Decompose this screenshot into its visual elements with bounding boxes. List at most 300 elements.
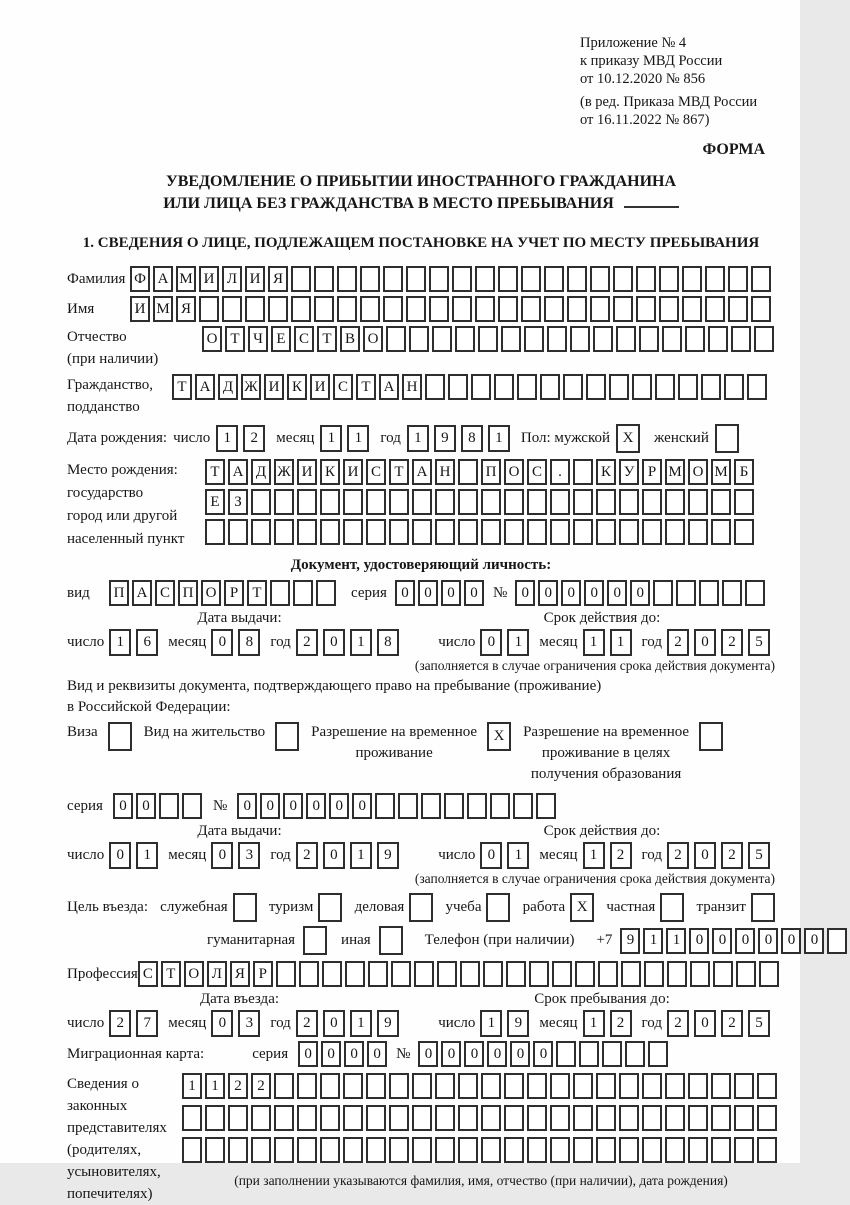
char-cell[interactable]: А (379, 374, 399, 400)
char-cell[interactable] (268, 296, 288, 322)
char-cell[interactable] (586, 374, 606, 400)
char-cell[interactable]: Я (176, 296, 196, 322)
char-cell[interactable] (736, 961, 756, 987)
char-cell[interactable] (705, 296, 725, 322)
char-cell[interactable] (660, 893, 684, 922)
char-cell[interactable] (233, 893, 257, 922)
char-cell[interactable] (108, 722, 132, 751)
char-cell[interactable]: X (570, 893, 594, 922)
char-cell[interactable] (504, 1073, 524, 1099)
char-cell[interactable] (409, 326, 429, 352)
char-cell[interactable] (222, 296, 242, 322)
char-cell[interactable] (293, 580, 313, 606)
char-cell[interactable] (642, 519, 662, 545)
char-cell[interactable]: С (138, 961, 158, 987)
char-cell[interactable] (337, 266, 357, 292)
char-cell[interactable] (481, 1073, 501, 1099)
char-cell[interactable] (659, 266, 679, 292)
char-cell[interactable]: 9 (507, 1010, 529, 1037)
char-cell[interactable] (291, 266, 311, 292)
char-cell[interactable] (757, 1137, 777, 1163)
char-cell[interactable] (521, 296, 541, 322)
char-cell[interactable]: 0 (480, 629, 502, 656)
char-cell[interactable] (467, 793, 487, 819)
char-cell[interactable] (596, 1073, 616, 1099)
char-cell[interactable]: 1 (205, 1073, 225, 1099)
char-cell[interactable]: 0 (298, 1041, 318, 1067)
char-cell[interactable] (598, 961, 618, 987)
char-cell[interactable] (412, 489, 432, 515)
char-cell[interactable]: 1 (350, 1010, 372, 1037)
char-cell[interactable] (747, 374, 767, 400)
char-cell[interactable] (320, 1073, 340, 1099)
char-cell[interactable] (375, 793, 395, 819)
char-cell[interactable]: 0 (352, 793, 372, 819)
char-cell[interactable] (345, 961, 365, 987)
char-cell[interactable] (412, 1105, 432, 1131)
char-cell[interactable] (665, 1137, 685, 1163)
char-cell[interactable] (540, 374, 560, 400)
char-cell[interactable] (383, 266, 403, 292)
char-cell[interactable] (529, 961, 549, 987)
char-cell[interactable]: 3 (238, 842, 260, 869)
char-cell[interactable]: 0 (323, 842, 345, 869)
char-cell[interactable] (579, 1041, 599, 1067)
char-cell[interactable] (360, 296, 380, 322)
char-cell[interactable] (386, 326, 406, 352)
char-cell[interactable] (498, 296, 518, 322)
char-cell[interactable] (391, 961, 411, 987)
char-cell[interactable]: 0 (306, 793, 326, 819)
char-cell[interactable] (486, 893, 510, 922)
char-cell[interactable]: 0 (804, 928, 824, 954)
char-cell[interactable]: С (294, 326, 314, 352)
char-cell[interactable] (550, 1137, 570, 1163)
char-cell[interactable]: 1 (583, 842, 605, 869)
char-cell[interactable] (556, 1041, 576, 1067)
char-cell[interactable]: Т (225, 326, 245, 352)
char-cell[interactable] (536, 793, 556, 819)
char-cell[interactable] (613, 296, 633, 322)
char-cell[interactable]: 0 (515, 580, 535, 606)
char-cell[interactable] (619, 519, 639, 545)
char-cell[interactable] (527, 1073, 547, 1099)
char-cell[interactable]: У (619, 459, 639, 485)
char-cell[interactable]: К (287, 374, 307, 400)
char-cell[interactable] (366, 1137, 386, 1163)
char-cell[interactable]: Т (317, 326, 337, 352)
char-cell[interactable]: А (228, 459, 248, 485)
char-cell[interactable]: 0 (283, 793, 303, 819)
char-cell[interactable] (366, 519, 386, 545)
char-cell[interactable]: 1 (583, 1010, 605, 1037)
char-cell[interactable]: 1 (350, 629, 372, 656)
char-cell[interactable]: 0 (584, 580, 604, 606)
char-cell[interactable]: 1 (320, 425, 342, 452)
char-cell[interactable]: 1 (350, 842, 372, 869)
char-cell[interactable] (644, 961, 664, 987)
char-cell[interactable] (299, 961, 319, 987)
char-cell[interactable] (389, 519, 409, 545)
char-cell[interactable]: 1 (507, 842, 529, 869)
char-cell[interactable] (690, 961, 710, 987)
char-cell[interactable]: 2 (667, 842, 689, 869)
char-cell[interactable] (544, 266, 564, 292)
char-cell[interactable]: С (333, 374, 353, 400)
char-cell[interactable]: 1 (666, 928, 686, 954)
char-cell[interactable]: 9 (377, 1010, 399, 1037)
char-cell[interactable]: З (228, 489, 248, 515)
char-cell[interactable] (573, 459, 593, 485)
char-cell[interactable]: 0 (113, 793, 133, 819)
char-cell[interactable] (527, 519, 547, 545)
char-cell[interactable]: 2 (228, 1073, 248, 1099)
char-cell[interactable] (481, 489, 501, 515)
char-cell[interactable] (653, 580, 673, 606)
char-cell[interactable] (412, 1137, 432, 1163)
char-cell[interactable] (590, 266, 610, 292)
char-cell[interactable] (389, 1073, 409, 1099)
char-cell[interactable]: Е (205, 489, 225, 515)
char-cell[interactable] (504, 1105, 524, 1131)
char-cell[interactable]: 0 (323, 1010, 345, 1037)
char-cell[interactable]: 0 (694, 1010, 716, 1037)
char-cell[interactable] (504, 519, 524, 545)
char-cell[interactable] (205, 1137, 225, 1163)
char-cell[interactable] (688, 519, 708, 545)
char-cell[interactable]: 0 (441, 580, 461, 606)
char-cell[interactable]: А (195, 374, 215, 400)
char-cell[interactable]: 1 (488, 425, 510, 452)
char-cell[interactable]: 0 (464, 1041, 484, 1067)
char-cell[interactable] (506, 961, 526, 987)
char-cell[interactable]: М (665, 459, 685, 485)
char-cell[interactable] (513, 793, 533, 819)
char-cell[interactable] (682, 296, 702, 322)
char-cell[interactable] (414, 961, 434, 987)
char-cell[interactable]: 1 (583, 629, 605, 656)
char-cell[interactable]: 0 (480, 842, 502, 869)
char-cell[interactable]: 2 (667, 1010, 689, 1037)
char-cell[interactable] (527, 1137, 547, 1163)
char-cell[interactable]: М (176, 266, 196, 292)
char-cell[interactable] (320, 489, 340, 515)
char-cell[interactable]: И (310, 374, 330, 400)
char-cell[interactable] (343, 1137, 363, 1163)
char-cell[interactable] (316, 580, 336, 606)
char-cell[interactable] (406, 266, 426, 292)
char-cell[interactable] (667, 961, 687, 987)
char-cell[interactable]: И (297, 459, 317, 485)
char-cell[interactable]: 1 (136, 842, 158, 869)
char-cell[interactable]: О (504, 459, 524, 485)
char-cell[interactable]: 0 (487, 1041, 507, 1067)
char-cell[interactable] (458, 1105, 478, 1131)
char-cell[interactable] (274, 1073, 294, 1099)
char-cell[interactable] (251, 489, 271, 515)
char-cell[interactable]: 0 (321, 1041, 341, 1067)
char-cell[interactable] (745, 580, 765, 606)
char-cell[interactable] (751, 893, 775, 922)
char-cell[interactable]: П (178, 580, 198, 606)
char-cell[interactable]: К (596, 459, 616, 485)
char-cell[interactable] (552, 961, 572, 987)
char-cell[interactable] (570, 326, 590, 352)
char-cell[interactable]: С (155, 580, 175, 606)
char-cell[interactable]: 0 (395, 580, 415, 606)
char-cell[interactable] (435, 1137, 455, 1163)
char-cell[interactable] (379, 926, 403, 955)
char-cell[interactable]: Б (734, 459, 754, 485)
char-cell[interactable]: 0 (712, 928, 732, 954)
char-cell[interactable]: П (109, 580, 129, 606)
char-cell[interactable]: 3 (238, 1010, 260, 1037)
char-cell[interactable] (563, 374, 583, 400)
char-cell[interactable] (662, 326, 682, 352)
char-cell[interactable] (343, 519, 363, 545)
char-cell[interactable] (412, 519, 432, 545)
char-cell[interactable] (343, 489, 363, 515)
char-cell[interactable] (527, 1105, 547, 1131)
char-cell[interactable] (452, 296, 472, 322)
char-cell[interactable]: 0 (211, 1010, 233, 1037)
char-cell[interactable] (425, 374, 445, 400)
char-cell[interactable] (642, 1073, 662, 1099)
char-cell[interactable]: А (412, 459, 432, 485)
char-cell[interactable] (251, 1137, 271, 1163)
char-cell[interactable]: 1 (507, 629, 529, 656)
char-cell[interactable] (458, 519, 478, 545)
char-cell[interactable] (460, 961, 480, 987)
char-cell[interactable] (297, 519, 317, 545)
char-cell[interactable]: Л (222, 266, 242, 292)
char-cell[interactable]: 0 (694, 842, 716, 869)
char-cell[interactable]: Е (271, 326, 291, 352)
char-cell[interactable] (435, 489, 455, 515)
char-cell[interactable] (619, 1137, 639, 1163)
char-cell[interactable] (827, 928, 847, 954)
char-cell[interactable] (609, 374, 629, 400)
char-cell[interactable]: 0 (758, 928, 778, 954)
char-cell[interactable]: О (184, 961, 204, 987)
char-cell[interactable]: Ч (248, 326, 268, 352)
char-cell[interactable] (728, 296, 748, 322)
char-cell[interactable] (759, 961, 779, 987)
char-cell[interactable] (504, 489, 524, 515)
char-cell[interactable] (655, 374, 675, 400)
char-cell[interactable]: 1 (643, 928, 663, 954)
char-cell[interactable] (498, 266, 518, 292)
char-cell[interactable] (291, 296, 311, 322)
char-cell[interactable] (435, 1105, 455, 1131)
char-cell[interactable]: 0 (260, 793, 280, 819)
char-cell[interactable]: 9 (620, 928, 640, 954)
char-cell[interactable] (734, 489, 754, 515)
char-cell[interactable] (297, 1105, 317, 1131)
char-cell[interactable] (245, 296, 265, 322)
char-cell[interactable] (389, 1137, 409, 1163)
char-cell[interactable]: 0 (344, 1041, 364, 1067)
char-cell[interactable]: О (202, 326, 222, 352)
char-cell[interactable]: О (363, 326, 383, 352)
char-cell[interactable]: 1 (610, 629, 632, 656)
char-cell[interactable] (625, 1041, 645, 1067)
char-cell[interactable] (251, 519, 271, 545)
char-cell[interactable] (437, 961, 457, 987)
char-cell[interactable] (318, 893, 342, 922)
char-cell[interactable] (182, 793, 202, 819)
char-cell[interactable] (711, 519, 731, 545)
char-cell[interactable]: 1 (347, 425, 369, 452)
char-cell[interactable]: Ф (130, 266, 150, 292)
char-cell[interactable] (724, 374, 744, 400)
char-cell[interactable]: 0 (607, 580, 627, 606)
char-cell[interactable] (320, 1105, 340, 1131)
char-cell[interactable] (448, 374, 468, 400)
char-cell[interactable]: Я (230, 961, 250, 987)
char-cell[interactable]: 2 (667, 629, 689, 656)
char-cell[interactable]: 0 (367, 1041, 387, 1067)
char-cell[interactable]: 0 (211, 842, 233, 869)
char-cell[interactable] (368, 961, 388, 987)
char-cell[interactable]: . (550, 459, 570, 485)
char-cell[interactable] (573, 489, 593, 515)
char-cell[interactable]: Я (268, 266, 288, 292)
char-cell[interactable] (567, 266, 587, 292)
char-cell[interactable] (297, 489, 317, 515)
char-cell[interactable]: Р (224, 580, 244, 606)
char-cell[interactable] (665, 519, 685, 545)
char-cell[interactable] (458, 489, 478, 515)
char-cell[interactable]: 0 (630, 580, 650, 606)
char-cell[interactable] (593, 326, 613, 352)
char-cell[interactable] (621, 961, 641, 987)
char-cell[interactable] (757, 1073, 777, 1099)
char-cell[interactable] (199, 296, 219, 322)
char-cell[interactable] (636, 296, 656, 322)
char-cell[interactable] (421, 793, 441, 819)
char-cell[interactable] (728, 266, 748, 292)
char-cell[interactable] (550, 519, 570, 545)
char-cell[interactable] (389, 489, 409, 515)
char-cell[interactable]: X (616, 424, 640, 453)
char-cell[interactable]: 1 (407, 425, 429, 452)
char-cell[interactable] (322, 961, 342, 987)
char-cell[interactable]: Р (642, 459, 662, 485)
char-cell[interactable]: 2 (721, 842, 743, 869)
char-cell[interactable] (481, 1137, 501, 1163)
char-cell[interactable]: 1 (182, 1073, 202, 1099)
char-cell[interactable] (471, 374, 491, 400)
char-cell[interactable] (751, 266, 771, 292)
char-cell[interactable] (314, 296, 334, 322)
char-cell[interactable] (406, 296, 426, 322)
char-cell[interactable]: И (130, 296, 150, 322)
char-cell[interactable]: 2 (296, 842, 318, 869)
char-cell[interactable] (274, 489, 294, 515)
char-cell[interactable]: Т (205, 459, 225, 485)
char-cell[interactable]: 1 (480, 1010, 502, 1037)
char-cell[interactable] (481, 519, 501, 545)
char-cell[interactable] (602, 1041, 622, 1067)
char-cell[interactable]: 9 (434, 425, 456, 452)
char-cell[interactable] (619, 1073, 639, 1099)
char-cell[interactable]: 2 (721, 1010, 743, 1037)
char-cell[interactable] (251, 1105, 271, 1131)
char-cell[interactable] (544, 296, 564, 322)
char-cell[interactable] (711, 1073, 731, 1099)
char-cell[interactable]: 0 (561, 580, 581, 606)
char-cell[interactable]: А (153, 266, 173, 292)
char-cell[interactable]: Р (253, 961, 273, 987)
char-cell[interactable]: 7 (136, 1010, 158, 1037)
char-cell[interactable] (389, 1105, 409, 1131)
char-cell[interactable] (270, 580, 290, 606)
char-cell[interactable] (575, 961, 595, 987)
char-cell[interactable] (596, 519, 616, 545)
char-cell[interactable] (521, 266, 541, 292)
char-cell[interactable]: 0 (323, 629, 345, 656)
char-cell[interactable] (596, 1105, 616, 1131)
char-cell[interactable]: К (320, 459, 340, 485)
char-cell[interactable] (665, 1105, 685, 1131)
char-cell[interactable] (452, 266, 472, 292)
char-cell[interactable]: Н (402, 374, 422, 400)
char-cell[interactable]: А (132, 580, 152, 606)
char-cell[interactable] (444, 793, 464, 819)
char-cell[interactable]: Т (161, 961, 181, 987)
char-cell[interactable] (458, 1073, 478, 1099)
char-cell[interactable] (596, 1137, 616, 1163)
char-cell[interactable] (205, 1105, 225, 1131)
char-cell[interactable]: И (199, 266, 219, 292)
char-cell[interactable]: 0 (211, 629, 233, 656)
char-cell[interactable] (228, 519, 248, 545)
char-cell[interactable]: 0 (510, 1041, 530, 1067)
char-cell[interactable] (458, 459, 478, 485)
char-cell[interactable] (182, 1137, 202, 1163)
char-cell[interactable] (734, 1073, 754, 1099)
char-cell[interactable]: 0 (418, 580, 438, 606)
char-cell[interactable]: 0 (441, 1041, 461, 1067)
char-cell[interactable]: 0 (781, 928, 801, 954)
char-cell[interactable]: М (711, 459, 731, 485)
char-cell[interactable]: П (481, 459, 501, 485)
char-cell[interactable]: 8 (461, 425, 483, 452)
char-cell[interactable] (314, 266, 334, 292)
char-cell[interactable]: Т (172, 374, 192, 400)
char-cell[interactable] (708, 326, 728, 352)
char-cell[interactable] (182, 1105, 202, 1131)
char-cell[interactable]: 0 (329, 793, 349, 819)
char-cell[interactable]: 2 (610, 1010, 632, 1037)
char-cell[interactable] (550, 1073, 570, 1099)
char-cell[interactable] (642, 489, 662, 515)
char-cell[interactable] (573, 519, 593, 545)
char-cell[interactable] (648, 1041, 668, 1067)
char-cell[interactable] (619, 489, 639, 515)
char-cell[interactable] (573, 1137, 593, 1163)
char-cell[interactable] (734, 1137, 754, 1163)
char-cell[interactable] (517, 374, 537, 400)
char-cell[interactable] (432, 326, 452, 352)
char-cell[interactable] (275, 722, 299, 751)
char-cell[interactable]: М (153, 296, 173, 322)
char-cell[interactable] (383, 296, 403, 322)
char-cell[interactable] (573, 1073, 593, 1099)
char-cell[interactable]: 0 (464, 580, 484, 606)
char-cell[interactable]: 0 (735, 928, 755, 954)
